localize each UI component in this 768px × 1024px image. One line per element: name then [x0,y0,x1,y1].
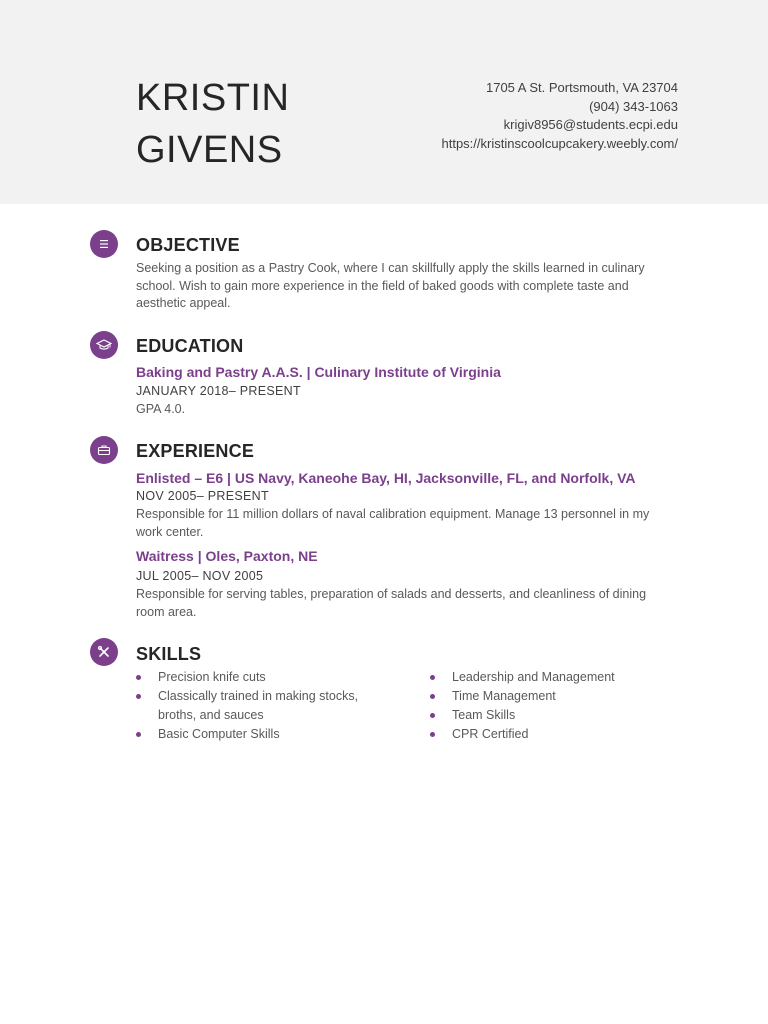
name-last: GIVENS [136,129,283,171]
experience-description: Responsible for 11 million dollars of naval calibration equipment. Manage 13 personnel in my work center. [136,507,650,539]
skills-title: SKILLS [136,644,202,664]
experience-dates: JUL 2005– NOV 2005 [136,569,264,583]
bullet-icon [430,732,435,737]
list-item: CPR Certified [430,725,680,744]
list-item: Classically trained in making stocks, broths, and sauces [136,687,376,725]
briefcase-icon [90,436,118,464]
education-title: EDUCATION [136,336,244,356]
resume-header [0,0,768,204]
bullet-icon [430,675,435,680]
education-dates: JANUARY 2018– PRESENT [136,384,301,398]
skills-list-left [136,668,376,744]
graduation-cap-icon [90,331,118,359]
contact-info [442,79,679,153]
bullet-icon [430,694,435,699]
experience-title: EXPERIENCE [136,441,255,461]
experience-dates: NOV 2005– PRESENT [136,489,269,503]
list-item: Time Management [430,687,680,706]
list-item: Team Skills [430,706,680,725]
contact-website[interactable]: https://kristinscoolcupcakery.weebly.com/ [441,135,678,151]
objective-text: Seeking a position as a Pastry Cook, where I can skillfully apply the skills learned in culinary school. Wish to gain more experience in the field of baked goods with complete taste and aesthetic appeal. [136,261,645,310]
bullet-icon [136,732,141,737]
experience-role: Waitress | Oles, Paxton, NE [136,548,318,564]
list-item: Leadership and Management [430,668,680,687]
contact-phone: (904) 343-1063 [589,98,678,114]
contact-address: 1705 A St. Portsmouth, VA 23704 [485,80,678,95]
list-item: Basic Computer Skills [136,725,376,744]
contact-email[interactable]: krigiv8956@students.ecpi.edu [503,117,678,132]
experience-description: Responsible for serving tables, preparation of salads and desserts, and cleanliness of dining room area. [136,587,647,619]
objective-title: OBJECTIVE [136,235,240,255]
name-first: KRISTIN [136,77,290,119]
experience-role: Enlisted – E6 | US Navy, Kaneohe Bay, HI, Jacksonville, FL, and Norfolk, VA [136,470,636,486]
education-detail: GPA 4.0. [136,402,186,416]
candidate-name [136,72,289,176]
tools-icon [90,638,118,666]
list-item: Precision knife cuts [136,668,376,687]
bullet-icon [136,694,141,699]
bullet-icon [430,713,435,718]
list-icon [90,230,118,258]
education-degree: Baking and Pastry A.A.S. | Culinary Institute of Virginia [136,364,501,380]
skills-list-right [430,668,680,744]
bullet-icon [136,675,141,680]
